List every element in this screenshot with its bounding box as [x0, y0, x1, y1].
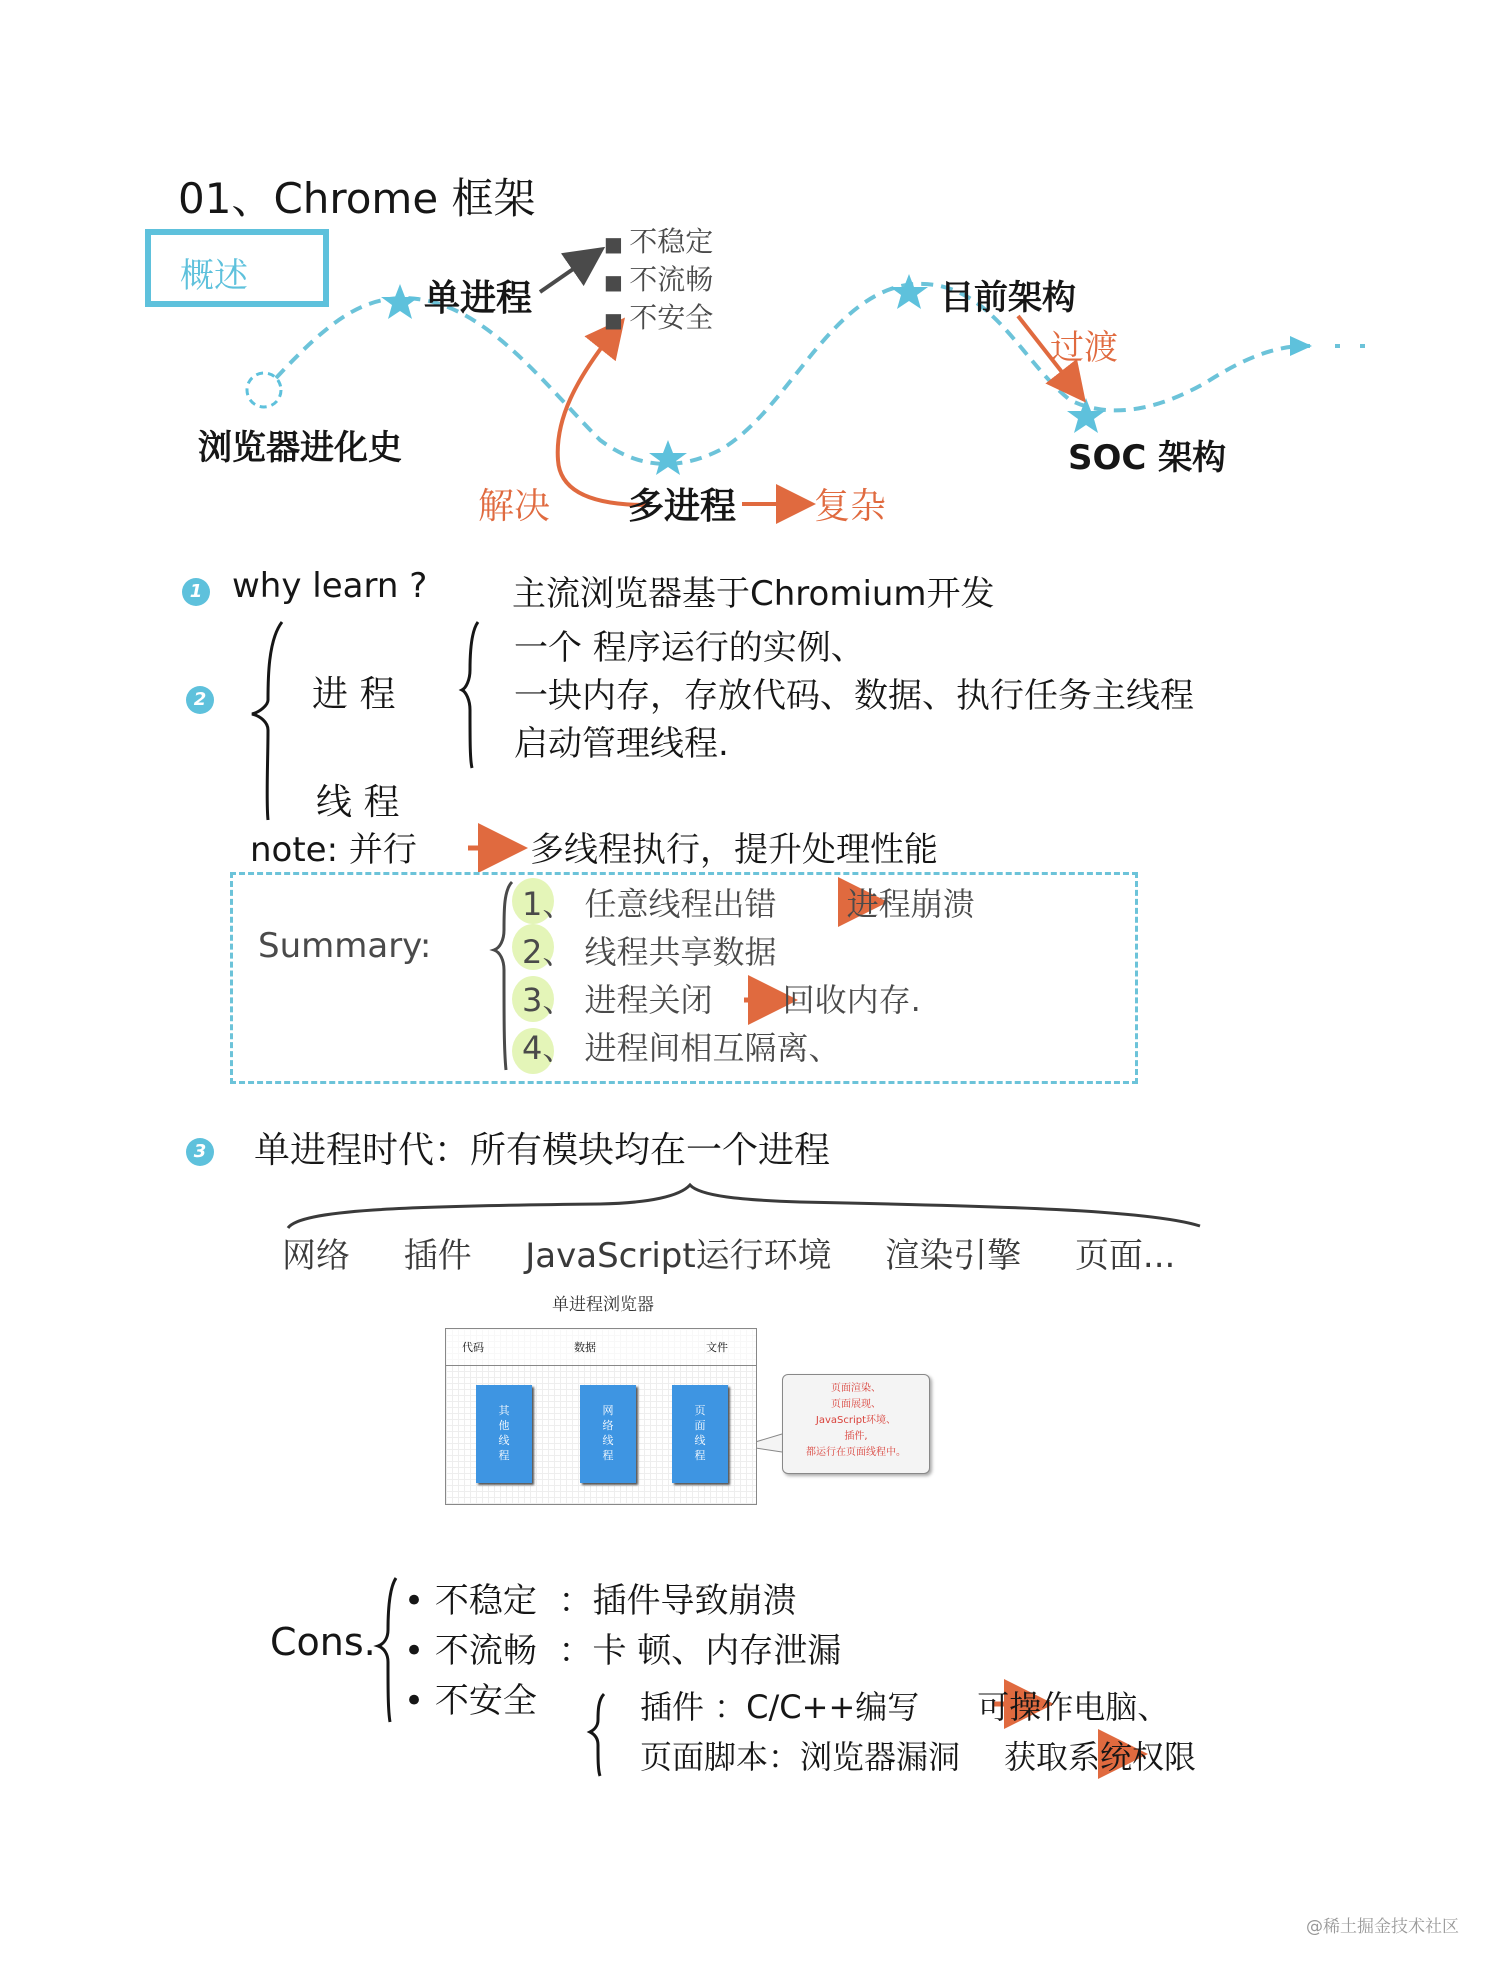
callout-line: 插件,: [844, 1431, 868, 1442]
module-item: 渲染引擎: [885, 1236, 1022, 1276]
block-network-thread: 网络线程: [580, 1385, 636, 1483]
process-point: 一个 程序运行的实例、: [514, 628, 865, 668]
complex-label: 复杂: [814, 486, 887, 527]
why-learn-answer: 主流浏览器基于Chromium开发: [512, 574, 995, 614]
module-item: 网络: [282, 1236, 350, 1276]
callout-line: 页面渲染、: [831, 1383, 881, 1394]
cons-item: ■ 不稳定: [604, 225, 714, 258]
cons-item: ■ 不流畅: [604, 263, 714, 296]
process-point: 一块内存，存放代码、数据、执行任务主线程: [514, 676, 1194, 716]
module-item: JavaScript运行环境: [525, 1236, 832, 1276]
single-process-label: 单进程: [424, 278, 533, 319]
section-3-badge: 3: [186, 1138, 214, 1166]
summary-item: 3、 进程关闭 回收内存.: [522, 981, 921, 1019]
callout-line: JavaScript环境、: [815, 1415, 897, 1426]
watermark: @稀土掘金技术社区: [1306, 1917, 1459, 1937]
cons-item: ■ 不安全: [604, 301, 714, 334]
block-page-thread: 页面线程: [672, 1385, 728, 1483]
insecure-points: [640, 1682, 1196, 1782]
process-definition: [514, 624, 1194, 768]
single-process-diagram: [445, 1328, 757, 1505]
thread-label: 线 程: [316, 782, 400, 823]
insecure-row: 页面脚本：浏览器漏洞 获取系统权限: [640, 1738, 1197, 1776]
process-point: 启动管理线程.: [514, 724, 729, 764]
summary-item: 1、 任意线程出错 进程崩溃: [522, 885, 975, 923]
note-prefix: note: 并行: [250, 830, 417, 870]
summary-label: Summary:: [258, 926, 432, 966]
insecure-row: 插件 ：C/C++编写 可操作电脑、: [640, 1688, 1170, 1726]
soc-arch-label: SOC 架构: [1068, 438, 1227, 478]
section-1-badge: 1: [182, 578, 210, 606]
single-process-cons: [604, 224, 713, 338]
diagram-header-file: 文件: [706, 1341, 728, 1354]
callout-line: 都运行在页面线程中。: [806, 1447, 906, 1458]
cons-label: Cons.: [270, 1620, 376, 1664]
multi-process-label: 多进程: [628, 486, 737, 527]
cons-row: • 不安全: [404, 1681, 537, 1721]
diagram-header-code: 代码: [462, 1341, 484, 1354]
module-item: 插件: [403, 1236, 472, 1276]
transition-label: 过渡: [1050, 328, 1118, 368]
process-label: 进 程: [312, 674, 396, 715]
diagram-title: 单进程浏览器: [552, 1295, 654, 1315]
diagram-header: [446, 1329, 756, 1366]
diagram-callout: [782, 1374, 930, 1474]
callout-line: 页面展现、: [831, 1399, 881, 1410]
section-3-heading: 单进程时代：所有模块均在一个进程: [254, 1130, 831, 1171]
summary-item: 4、 进程间相互隔离、: [522, 1029, 841, 1067]
diagram-header-data: 数据: [574, 1341, 596, 1354]
current-arch-label: 目前架构: [940, 278, 1076, 318]
block-other-thread: 其他线程: [476, 1385, 532, 1483]
timeline-start-label: 浏览器进化史: [198, 428, 402, 468]
section-2-badge: 2: [186, 686, 214, 714]
module-item: 页面...: [1074, 1236, 1176, 1276]
summary-item: 2、 线程共享数据: [522, 933, 777, 971]
module-list: [282, 1228, 1175, 1277]
solve-label: 解决: [478, 486, 551, 527]
note-result: 多线程执行，提升处理性能: [530, 830, 938, 870]
page-title: 01、Chrome 框架: [178, 174, 536, 223]
cons-row: • 不流畅 ：卡 顿、内存泄漏: [404, 1631, 842, 1671]
overview-tag: 概述: [180, 256, 248, 296]
cons-row: • 不稳定 ：插件导致崩溃: [404, 1581, 797, 1621]
why-learn-question: why learn ?: [232, 566, 428, 606]
summary-list: [522, 880, 975, 1072]
